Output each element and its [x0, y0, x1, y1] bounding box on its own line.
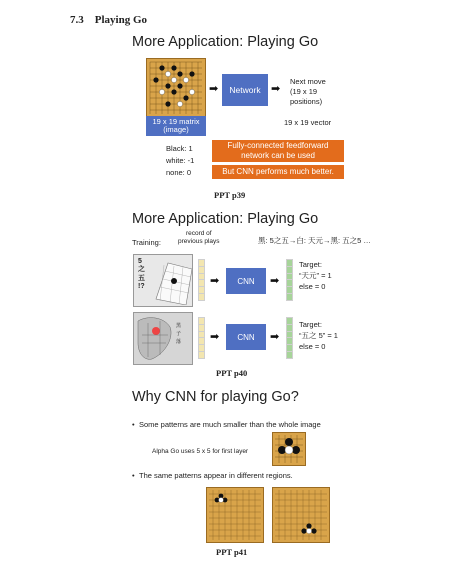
manga-image-2 — [133, 312, 193, 365]
caption-p40: PPT p40 — [216, 368, 248, 378]
arrow-icon: ➡ — [270, 331, 280, 343]
move-sequence: 黑: 5之五→白: 天元→黑: 五之5 … — [258, 236, 371, 245]
target1-line1: “天元” = 1 — [299, 271, 332, 280]
svg-text:子: 子 — [176, 331, 182, 337]
manga1-board-drawing — [152, 259, 192, 305]
next-move-label: Next move (19 x 19 positions) — [290, 77, 326, 106]
pattern-drawing — [273, 433, 305, 465]
bullet2-text: The same patterns appear in different regions. — [139, 471, 293, 480]
network-box: Network — [222, 74, 268, 106]
legend-none: none: 0 — [166, 168, 192, 177]
section-heading — [70, 14, 147, 26]
target2-line1: “五之 5” = 1 — [299, 331, 338, 340]
section-number: 7.3 — [70, 14, 84, 26]
target1-line2: else = 0 — [299, 282, 326, 291]
slide3-title: Why CNN for playing Go? — [132, 389, 299, 405]
bullet-dot: • — [132, 420, 135, 429]
board-pattern-left — [206, 487, 264, 543]
legend-white: white: -1 — [166, 156, 195, 165]
bullet-dot: • — [132, 471, 135, 480]
record-label: record of previous plays — [178, 230, 220, 246]
slide2-title: More Application: Playing Go — [132, 211, 319, 227]
cnn-box-2: CNN — [226, 324, 266, 350]
training-label: Training: — [132, 238, 161, 247]
section-title: Playing Go — [94, 14, 148, 26]
svg-text:落: 落 — [176, 339, 182, 345]
matrix-label: 19 x 19 matrix (image) — [146, 116, 206, 136]
caption-p39: PPT p39 — [214, 190, 246, 200]
manga1-text: 5 之 五 !? — [138, 258, 145, 291]
arrow-icon: ➡ — [270, 275, 280, 287]
caption-p41: PPT p41 — [216, 547, 248, 557]
output-column-1 — [286, 259, 293, 301]
alpha-go-note: Alpha Go uses 5 x 5 for first layer — [152, 448, 249, 455]
board-left-drawing — [207, 488, 263, 542]
board-pattern-right — [272, 487, 330, 543]
cnn-box-1: CNN — [226, 268, 266, 294]
arrow-icon: ➡ — [209, 83, 219, 95]
target2-line2: else = 0 — [299, 342, 326, 351]
orange-fully-connected: Fully-connected feedforward network can be used — [212, 140, 344, 162]
target2-title: Target: — [299, 320, 322, 329]
orange-cnn-better: But CNN performs much better. — [212, 165, 344, 179]
arrow-icon: ➡ — [210, 331, 220, 343]
manga2-drawing — [134, 313, 192, 364]
svg-text:黑: 黑 — [176, 323, 182, 329]
board-right-drawing — [273, 488, 329, 542]
arrow-icon: ➡ — [210, 275, 220, 287]
target1-title: Target: — [299, 260, 322, 269]
legend-black: Black: 1 — [166, 144, 193, 153]
vector-label: 19 x 19 vector — [284, 118, 332, 127]
go-board-image — [146, 58, 206, 118]
manga-image-1 — [133, 254, 193, 307]
input-column-2 — [198, 317, 205, 359]
slide1-title: More Application: Playing Go — [132, 34, 319, 50]
go-board-drawing — [147, 59, 205, 117]
pattern-5x5-image — [272, 432, 306, 466]
bullet1-text: Some patterns are much smaller than the whole image — [139, 420, 321, 429]
input-column-1 — [198, 259, 205, 301]
output-column-2 — [286, 317, 293, 359]
arrow-icon: ➡ — [271, 83, 281, 95]
